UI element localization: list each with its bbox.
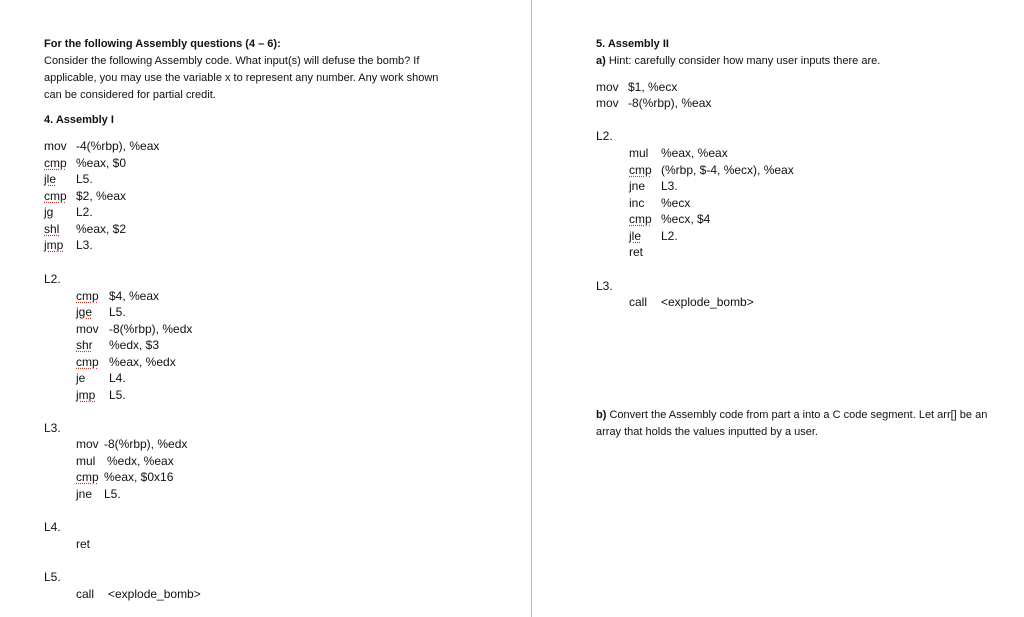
instr-args: %eax, %edx [109, 355, 176, 369]
instr-op: mul [629, 146, 649, 160]
part-a-marker: a) [596, 55, 606, 67]
instr-args: $1, %ecx [628, 80, 678, 94]
instr-args: %edx, %eax [107, 454, 174, 468]
instr-op: cmp [629, 163, 652, 177]
intro-line-2: applicable, you may use the variable x to represent any number. Any work shown [44, 72, 439, 84]
instr-op: cmp [76, 470, 99, 484]
instr-op: ret [629, 245, 644, 259]
instr-op: shl [44, 222, 60, 236]
hint-text: Hint: carefully consider how many user inputs there are. [605, 55, 881, 67]
instr-op: mov [596, 96, 619, 110]
instr-op: mul [76, 454, 96, 468]
instr-args: -8(%rbp), %eax [628, 96, 712, 110]
instr-args: L3. [76, 238, 93, 252]
instr-op: cmp [76, 289, 99, 303]
instr-op: je [76, 371, 86, 385]
instr-args: -8(%rbp), %edx [104, 437, 188, 451]
instr-op: cmp [629, 212, 652, 226]
label-l2: L2. [596, 129, 613, 143]
instr-op: mov [44, 139, 67, 153]
instr-args: <explode_bomb> [661, 295, 754, 309]
instr-args: (%rbp, $-4, %ecx), %eax [661, 163, 794, 177]
instr-op: inc [629, 196, 645, 210]
instr-op: jne [629, 179, 646, 193]
intro-line-3: can be considered for partial credit. [44, 89, 216, 101]
instr-args: %eax, $0x16 [104, 470, 174, 484]
label-l2: L2. [44, 272, 61, 286]
instr-op: cmp [76, 355, 99, 369]
q4-title: 4. Assembly I [44, 114, 114, 126]
instr-args: %eax, $2 [76, 222, 127, 236]
instr-args: %ecx, $4 [661, 212, 711, 226]
instr-args: L5. [76, 172, 93, 186]
instr-op: mov [76, 322, 99, 336]
instr-op: mov [76, 437, 99, 451]
instr-args: <explode_bomb> [108, 587, 201, 601]
instr-op: jmp [44, 238, 64, 252]
instr-op: call [629, 295, 648, 309]
instr-args: -8(%rbp), %edx [109, 322, 193, 336]
instr-args: %eax, $0 [76, 156, 127, 170]
instr-args: L2. [76, 205, 93, 219]
label-l3: L3. [596, 279, 613, 293]
instr-args: L4. [109, 371, 126, 385]
instr-args: L3. [661, 179, 678, 193]
instr-args: %edx, $3 [109, 338, 160, 352]
q5-title: 5. Assembly II [596, 38, 669, 50]
instr-op: jne [76, 487, 93, 501]
questions-heading: For the following Assembly questions (4 – 6): [44, 38, 281, 50]
instr-op: cmp [44, 156, 67, 170]
instr-op: jge [76, 305, 93, 319]
instr-op: ret [76, 537, 91, 551]
instr-op: shr [76, 338, 93, 352]
instr-args: L5. [109, 388, 126, 402]
part-b-line-2: array that holds the values inputted by a user. [596, 426, 818, 438]
page-divider [531, 0, 532, 617]
instr-args: $4, %eax [109, 289, 160, 303]
q5-hint [596, 54, 880, 68]
instr-args: %eax, %eax [661, 146, 728, 160]
instr-op: cmp [44, 189, 67, 203]
instr-op: call [76, 587, 95, 601]
instr-args: %ecx [661, 196, 691, 210]
instr-op: jmp [76, 388, 96, 402]
part-b-marker: b) [596, 409, 607, 421]
instr-op: mov [596, 80, 619, 94]
part-b-line-1 [596, 408, 987, 422]
label-l5: L5. [44, 570, 61, 584]
instr-op: jg [44, 205, 54, 219]
part-b-text: Convert the Assembly code from part a into a C code segment. Let arr[] be an [606, 409, 988, 421]
instr-args: -4(%rbp), %eax [76, 139, 160, 153]
instr-args: L5. [109, 305, 126, 319]
instr-args: L5. [104, 487, 121, 501]
instr-args: $2, %eax [76, 189, 127, 203]
label-l4: L4. [44, 520, 61, 534]
instr-args: L2. [661, 229, 678, 243]
instr-op: jle [629, 229, 642, 243]
instr-op: jle [44, 172, 57, 186]
label-l3: L3. [44, 421, 61, 435]
intro-line-1: Consider the following Assembly code. What input(s) will defuse the bomb? If [44, 55, 420, 67]
